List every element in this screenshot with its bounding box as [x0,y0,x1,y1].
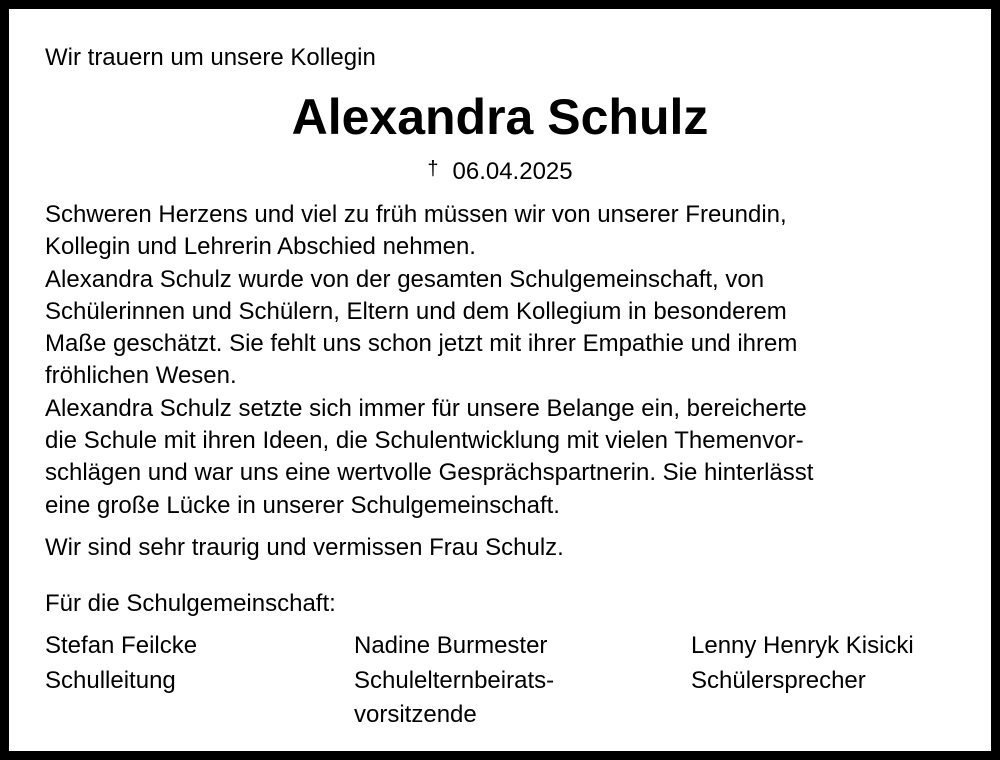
body-line: Schweren Herzens und viel zu früh müssen wir von unserer Freundin, [45,201,787,228]
signer-role: Schulelternbeirats- [354,666,555,694]
signer-role: vorsitzende [354,701,477,728]
body-line: schlägen und war uns eine wertvolle Gesprächspartnerin. Sie hinterlässt [45,459,814,487]
cross-icon: † [427,158,439,180]
signer-role: Schulleitung [45,666,176,694]
body-line: Schülerinnen und Schülern, Eltern und dem Kollegium in besonderem [45,297,787,325]
signer-parents-council [354,629,554,733]
deceased-name: Alexandra Schulz [291,89,709,145]
body-line: Kollegin und Lehrerin Abschied nehmen. [45,233,476,261]
signer-school-head [45,629,197,698]
death-date-line [9,155,991,190]
closing-text: Wir sind sehr traurig und vermissen Frau Schulz. [45,534,564,561]
intro-text: Wir trauern um unsere Kollegin [45,44,376,71]
body-line: Maße geschätzt. Sie fehlt uns schon jetzt mit ihrer Empathie und ihrem [45,330,798,358]
signer-role: Schülersprecher [691,666,866,694]
body-line: die Schule mit ihren Ideen, die Schulentwicklung mit vielen Themenvor- [45,427,804,455]
body-line: Alexandra Schulz wurde von der gesamten Schulgemeinschaft, von [45,265,765,293]
signer-name: Stefan Feilcke [45,632,198,659]
notice-body [45,199,965,522]
signer-name: Lenny Henryk Kisicki [691,632,914,659]
obituary-notice [9,9,991,751]
body-line: eine große Lücke in unserer Schulgemeinschaft. [45,491,560,519]
body-line: fröhlichen Wesen. [45,362,237,390]
signer-name: Nadine Burmester [354,632,548,659]
body-line: Alexandra Schulz setzte sich immer für unsere Belange ein, bereicherte [45,394,807,422]
death-date: 06.04.2025 [452,158,573,185]
signature-intro: Für die Schulgemeinschaft: [45,590,336,617]
signer-student-rep [691,629,914,698]
